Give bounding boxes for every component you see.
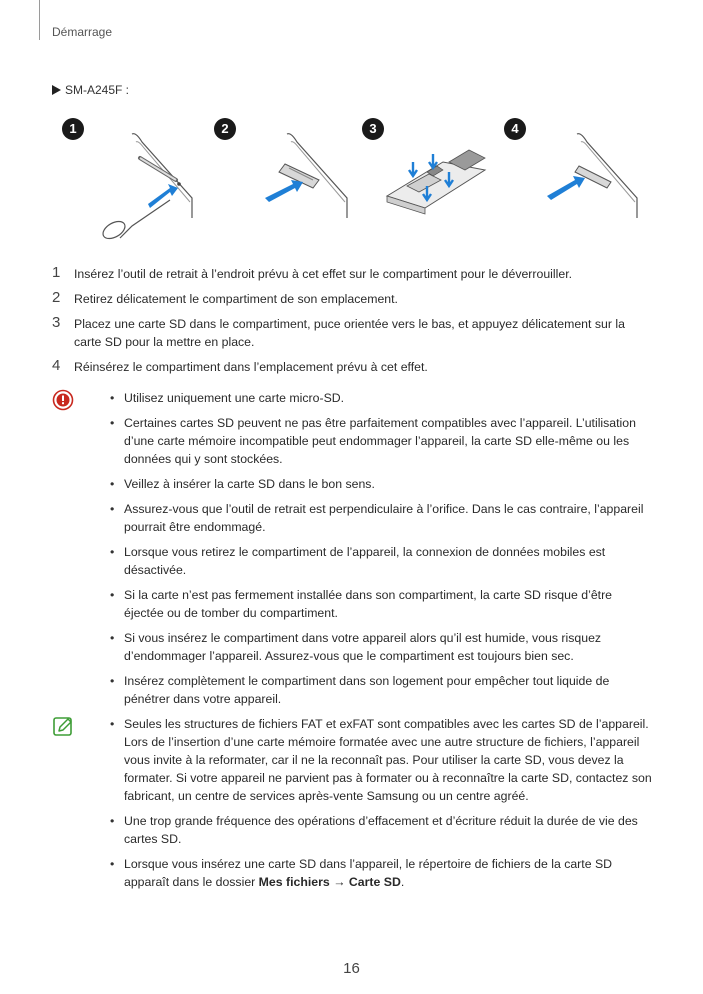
caution-item: • Lorsque vous retirez le compartiment de l’appareil, la connexion de données mobiles est désactivée.	[110, 543, 652, 579]
step-number: 2	[52, 289, 61, 306]
tray-insertion-illustration	[537, 118, 647, 258]
note-icon	[52, 715, 74, 737]
caution-item: • Si vous insérez le compartiment dans votre appareil alors qu’il est humide, vous risquez d’endommager l’appareil. Assurez-vous que le compartiment est toujours bien sec.	[110, 629, 652, 665]
model-label: SM-A245F :	[65, 83, 130, 97]
step-3	[52, 315, 652, 351]
step-badge-4: 4	[504, 118, 526, 140]
step-2	[52, 290, 652, 308]
note-item: • Une trop grande fréquence des opérations d’effacement et d’écriture réduit la durée de vie des cartes SD.	[110, 812, 652, 848]
step-4	[52, 358, 652, 376]
step-badge-2: 2	[214, 118, 236, 140]
step-text: Réinsérez le compartiment dans l’emplacement prévu à cet effet.	[74, 360, 428, 374]
note-item-prefix: Lorsque vous insérez une carte SD dans l’appareil, le répertoire de fichiers de la carte SD apparaît dans le dossier	[124, 857, 613, 889]
card-placement-illustration	[377, 118, 507, 258]
note-item: • Seules les structures de fichiers FAT et exFAT sont compatibles avec les cartes SD de l’appareil. Lors de l’insertion d’une carte mémoire formatée avec une autre structure de fichiers, l’appareil vous invite à la reformater, car il ne la reconnaît pas. Pour utiliser la carte SD, vous devez la formater. Si votre appareil ne parvient pas à formater ou à reconnaître la carte SD, contactez son fabricant, un centre de services après-vente Samsung ou un centre agréé.	[110, 715, 652, 805]
path-arrow: →	[333, 875, 346, 889]
step-badge-1: 1	[62, 118, 84, 140]
caution-item: • Veillez à insérer la carte SD dans le bon sens.	[110, 475, 652, 493]
step-1	[52, 265, 652, 283]
page-number: 16	[343, 960, 360, 977]
caution-item: • Assurez-vous que l’outil de retrait est perpendiculaire à l’orifice. Dans le cas contraire, l’appareil pourrait être endommagé.	[110, 500, 652, 536]
section-header: Démarrage	[52, 25, 113, 39]
step-badge-3: 3	[362, 118, 384, 140]
eject-pin-illustration	[92, 118, 202, 258]
model-label-line	[52, 83, 129, 97]
caution-item: • Si la carte n’est pas fermement installée dans son compartiment, la carte SD risque d’être éjectée ou de tomber du compartiment.	[110, 586, 652, 622]
caution-block	[52, 389, 652, 708]
step-text: Retirez délicatement le compartiment de son emplacement.	[74, 292, 398, 306]
caution-item: • Certaines cartes SD peuvent ne pas être parfaitement compatibles avec l’appareil. L’utilisation d’une carte mémoire incompatible peut endommager l’appareil, la carte SD elle-même ou les données qui y sont stockées.	[110, 414, 652, 468]
caution-item: • Insérez complètement le compartiment dans son logement pour empêcher tout liquide de pénétrer dans votre appareil.	[110, 672, 652, 708]
step-text: Placez une carte SD dans le compartiment, puce orientée vers le bas, et appuyez délicatement sur la carte SD pour la mettre en place.	[74, 317, 625, 349]
page-rule	[39, 0, 40, 40]
my-files-folder: Mes fichiers	[258, 875, 330, 889]
caution-item: • Utilisez uniquement une carte micro-SD.	[110, 389, 652, 407]
tray-removal-illustration	[247, 118, 357, 258]
step-number: 4	[52, 357, 61, 374]
triangle-arrow-icon	[52, 85, 61, 95]
notes-section	[52, 389, 652, 898]
note-item	[110, 855, 652, 891]
step-text: Insérez l’outil de retrait à l’endroit prévu à cet effet sur le compartiment pour le déverrouiller.	[74, 267, 573, 281]
note-item-suffix: .	[400, 875, 405, 889]
sim-tray-figure	[52, 118, 652, 258]
note-list	[76, 715, 652, 891]
sd-card-folder: Carte SD	[348, 875, 401, 889]
step-number: 1	[52, 264, 61, 281]
note-block	[52, 715, 652, 891]
caution-list	[76, 389, 652, 708]
caution-icon	[52, 389, 74, 411]
step-number: 3	[52, 314, 61, 331]
instruction-steps	[52, 265, 652, 383]
